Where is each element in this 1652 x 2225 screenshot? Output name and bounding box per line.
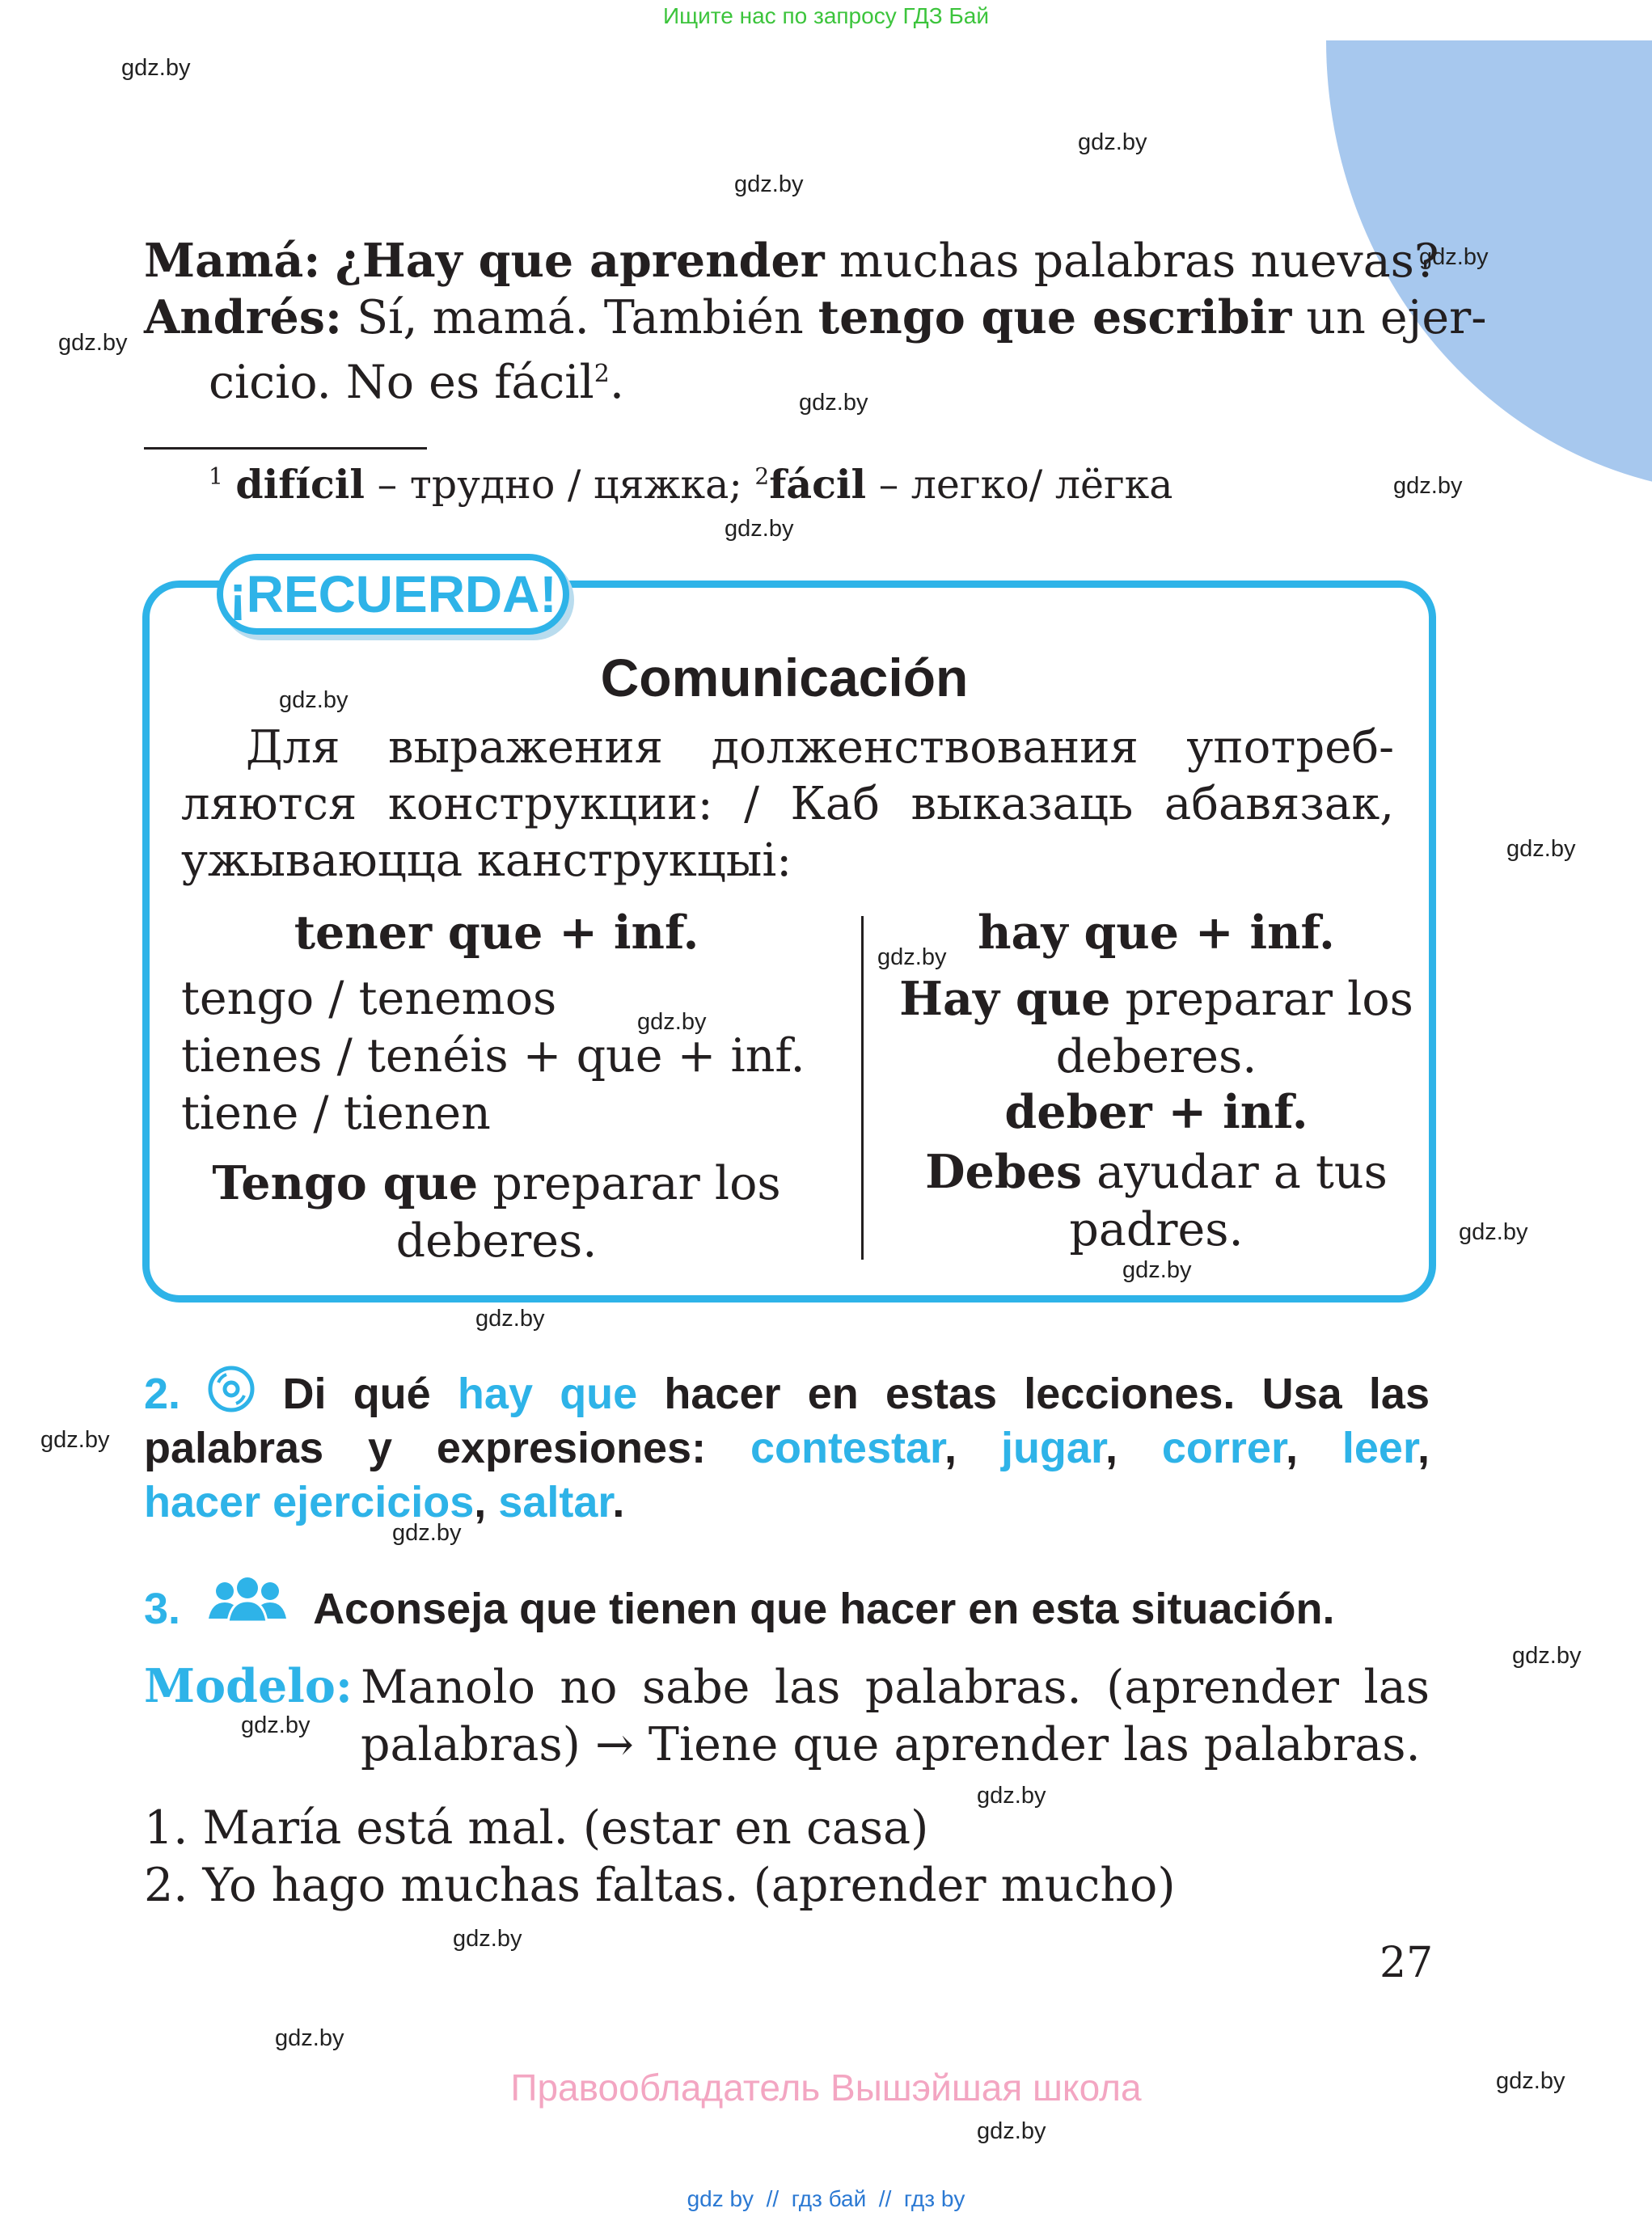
vocab-word: contestar [750,1424,945,1472]
recuerda-intro: Для выражения долженствования употреб- ляются конструкции: / Каб выказаць абавязак, ужываюцца канструкцыі: [181,721,1394,887]
right-example-1: Hay que preparar los deberes. [899,972,1413,1083]
left-column-header: tener que + inf. [294,906,699,960]
left-example: Tengo que preparar los deberes. [212,1156,781,1268]
watermark: gdz.by [734,171,804,197]
conjugation-row: tienes / tenéis + que + inf. [181,1029,805,1083]
copyright-note: Правообладатель Вышэйшая школа [510,2067,1142,2109]
watermark: gdz.by [799,390,868,416]
watermark: gdz.by [1393,473,1463,499]
modelo-text: Manolo no sabe las palabras. (aprender las palabras) → Tiene que aprender las palabras. [361,1661,1430,1771]
dialogue-line-1: Mamá: ¿Hay que aprender muchas palabras nuevas? [144,234,1439,288]
vocab-word: correr [1161,1424,1286,1472]
watermark: gdz.by [453,1926,522,1952]
watermark: gdz.by [275,2025,344,2051]
list-item: 1. María está mal. (estar en casa) [144,1801,929,1855]
conjugation-row: tiene / tienen [181,1087,491,1140]
modelo-label: Modelo: [144,1659,353,1713]
bold-phrase: ¿Hay que aprender [335,234,825,288]
watermark: gdz.by [877,944,947,970]
column-divider [861,916,864,1260]
watermark: gdz.by [1419,244,1489,270]
watermark: gdz.by [725,516,794,542]
watermark: gdz.by [241,1712,311,1738]
watermark: gdz.by [637,1009,707,1035]
dialogue-line-3: cicio. No es fácil$^2$. [209,356,624,409]
watermark: gdz.by [279,687,349,713]
watermark: gdz.by [1078,129,1147,155]
task-3: 3. Aconseja que tienen que hacer en esta situación. [144,1577,1430,1634]
watermark: gdz.by [392,1520,462,1546]
conjugation-row: tengo / tenemos [181,972,557,1025]
dialogue-line-2: Andrés: Sí, mamá. También tengo que escribir un ejer- [144,290,1487,344]
speaker: Mamá: [144,234,321,288]
task-number: 3. [144,1585,181,1633]
watermark: gdz.by [1512,1643,1582,1669]
bottom-banner: gdz by // гдз бай // гдз by [687,2186,965,2211]
watermark: gdz.by [1496,2068,1565,2094]
watermark: gdz.by [58,330,128,356]
right-example-2: Debes ayudar a tus padres. [925,1145,1388,1256]
vocab-word: leer [1341,1424,1418,1472]
watermark: gdz.by [977,1783,1046,1809]
bold-phrase: tengo que escribir [818,290,1292,344]
exercise-list [144,1800,1176,1915]
footnote-rule [144,447,427,450]
watermark: gdz.by [1506,836,1576,862]
vocab-word: saltar [498,1478,613,1526]
page-number: 27 [1379,1939,1434,1987]
right-column-header: hay que + inf. [978,906,1335,960]
list-item: 2. Yo hago muchas faltas. (aprender mucho) [144,1859,1176,1912]
right-column-header-2: deber + inf. [1004,1085,1308,1139]
watermark: gdz.by [1122,1257,1192,1283]
conjugation-list [181,970,805,1142]
cd-disc-icon [207,1365,256,1413]
group-people-icon [201,1577,294,1628]
top-banner: Ищите нас по запросу ГДЗ Бай [662,3,990,28]
watermark: gdz.by [40,1427,110,1453]
watermark: gdz.by [977,2118,1046,2144]
vocab-word: jugar [1000,1424,1105,1472]
watermark: gdz.by [121,55,191,81]
recuerda-title: Comunicación [600,648,969,707]
vocab-word: hacer ejercicios [144,1478,475,1526]
watermark: gdz.by [1459,1219,1528,1245]
task-2: 2. Di qué hay que hacer en estas lecciones. Usa las palabras y expresiones: contestar, jugar, correr, leer, hacer ejercicios, saltar. [144,1365,1430,1530]
task-number: 2. [144,1370,181,1418]
speaker: Andrés: [144,290,342,344]
recuerda-tab: ¡RECUERDA! [217,554,569,635]
watermark: gdz.by [475,1306,545,1332]
footnote: $^1$ difícil – трудно / цяжка; $^2$fácil – легко/ лёгка [209,461,1173,508]
